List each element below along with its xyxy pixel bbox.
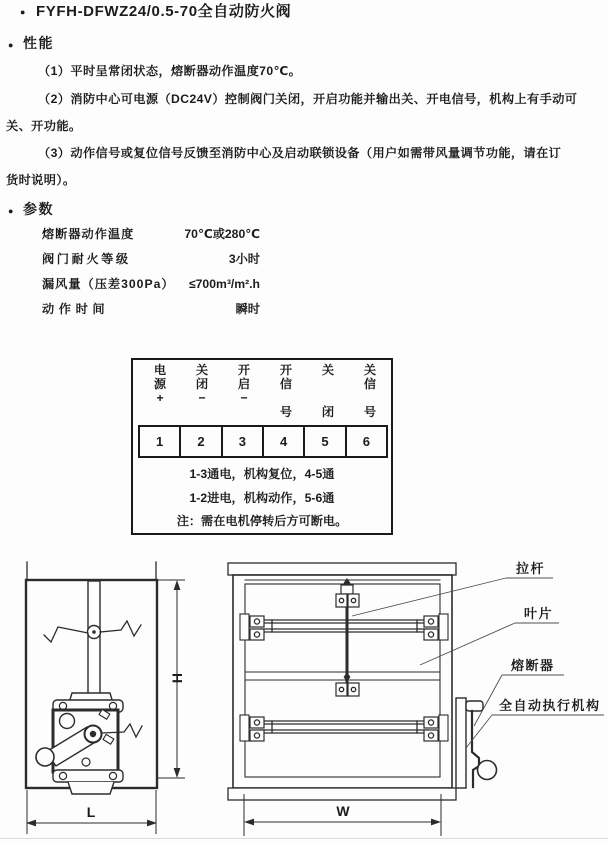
parameter-value: 3小时 bbox=[228, 252, 260, 266]
terminal-header-text bbox=[265, 391, 307, 405]
terminal-header-col bbox=[265, 363, 307, 419]
bullet-icon: ● bbox=[8, 206, 14, 216]
front-view-drawing bbox=[228, 563, 497, 800]
terminal-cell: 6 bbox=[362, 434, 370, 449]
label-fuse: 熔断器 bbox=[511, 658, 555, 673]
wiring-note: 注：需在电机停转后方可断电。 bbox=[176, 514, 348, 528]
parameter-value: 70℃或280℃ bbox=[184, 227, 260, 241]
performance-line: （3）动作信号或复位信号反馈至消防中心及启动联锁设备（用户如需带风量调节功能，请在订 bbox=[38, 146, 562, 160]
terminal-header-text bbox=[181, 405, 223, 419]
terminal-header-col bbox=[223, 363, 265, 419]
wiring-note: 1-3通电，机构复位，4-5通 bbox=[189, 467, 335, 481]
parameter-value: ≤700m³/m².h bbox=[188, 277, 260, 291]
terminal-header-col bbox=[181, 363, 223, 419]
terminal-header-text: 开 bbox=[237, 363, 251, 377]
terminal-cell: 3 bbox=[223, 427, 264, 456]
page-title: FYFH-DFWZ24/0.5-70全自动防火阀 bbox=[36, 3, 292, 20]
terminal-header-text: − bbox=[240, 391, 248, 405]
label-blade: 叶片 bbox=[524, 606, 554, 621]
parameter-label: 动作时间 bbox=[42, 302, 110, 316]
terminal-header-text: 关 bbox=[363, 363, 377, 377]
performance-line: 关、开功能。 bbox=[6, 119, 82, 133]
label-pull-rod: 拉杆 bbox=[516, 561, 546, 576]
terminal-header-text: 电 bbox=[153, 363, 167, 377]
terminal-number-strip bbox=[138, 425, 388, 458]
parameter-label: 阀门耐火等级 bbox=[42, 252, 131, 266]
terminal-header-text: 信 bbox=[363, 377, 377, 391]
terminal-header-text bbox=[139, 405, 181, 419]
terminal-wiring-table bbox=[131, 358, 393, 535]
dimension-l: L bbox=[86, 804, 96, 820]
terminal-header-text: − bbox=[198, 391, 206, 405]
terminal-header-text: 启 bbox=[237, 377, 251, 391]
performance-line: 货时说明）。 bbox=[6, 173, 76, 187]
terminal-header-text bbox=[307, 391, 349, 405]
terminal-cell: 4 bbox=[264, 427, 305, 456]
technical-drawings bbox=[0, 552, 608, 842]
performance-line: （1）平时呈常闭状态，熔断器动作温度70℃。 bbox=[38, 64, 302, 78]
parameter-label: 漏风量（压差300Pa） bbox=[42, 277, 175, 291]
wiring-note: 1-2进电，机构动作，5-6通 bbox=[189, 491, 335, 505]
parameter-value: 瞬时 bbox=[235, 302, 260, 316]
parameter-row bbox=[0, 251, 608, 268]
terminal-header-text: 关 bbox=[195, 363, 209, 377]
bullet-icon: ● bbox=[20, 7, 26, 17]
terminal-header-text bbox=[307, 377, 349, 391]
parameter-row bbox=[0, 226, 608, 243]
dimension-w: W bbox=[336, 803, 350, 819]
section-heading-parameters: 参数 bbox=[23, 201, 54, 217]
terminal-cell: 5 bbox=[305, 427, 346, 456]
terminal-cell: 1 bbox=[140, 427, 181, 456]
label-actuator: 全自动执行机构 bbox=[499, 698, 601, 713]
parameter-row bbox=[0, 301, 608, 318]
page-bottom-edge bbox=[0, 838, 608, 839]
dimension-h: H bbox=[169, 672, 185, 684]
terminal-cell: 2 bbox=[181, 427, 222, 456]
terminal-header-text: 号 bbox=[279, 405, 293, 419]
terminal-header-text: 闭 bbox=[195, 377, 209, 391]
parameter-row bbox=[0, 276, 608, 293]
terminal-header-text: 信 bbox=[279, 377, 293, 391]
terminal-header-text: 关 bbox=[321, 363, 335, 377]
side-view-drawing bbox=[26, 562, 157, 794]
terminal-header-text: + bbox=[156, 391, 164, 405]
terminal-header-text: 号 bbox=[363, 405, 377, 419]
terminal-header-text: 开 bbox=[279, 363, 293, 377]
parameter-label: 熔断器动作温度 bbox=[42, 227, 135, 241]
section-heading-performance: 性能 bbox=[23, 35, 54, 51]
terminal-header-text bbox=[349, 391, 391, 405]
terminal-header-col bbox=[349, 363, 391, 419]
bullet-icon: ● bbox=[8, 40, 14, 50]
terminal-header-text: 闭 bbox=[321, 405, 335, 419]
terminal-header-text bbox=[223, 405, 265, 419]
performance-line: （2）消防中心可电源（DC24V）控制阀门关闭，开启功能并输出关、开电信号，机构上有手动可 bbox=[38, 92, 578, 106]
terminal-header-text: 源 bbox=[153, 377, 167, 391]
terminal-header-col bbox=[307, 363, 349, 419]
terminal-header-col bbox=[139, 363, 181, 419]
